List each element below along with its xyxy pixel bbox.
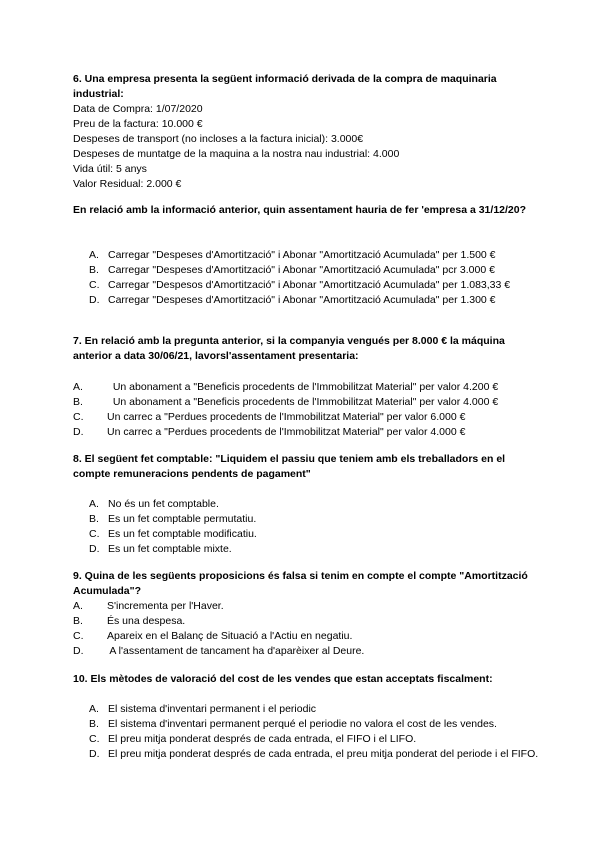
question-8-options [73,497,543,557]
fact-invoice-price: Preu de la factura: 10.000 € [73,118,203,130]
question-6-prompt: En relació amb la informació anterior, quin assentament hauria de fer 'empresa a 31/12/20? [73,204,527,216]
q6-option-a[interactable]: A. Carregar "Despeses d'Amortització" i Abonar "Amortització Acumulada" per 1.500 € [89,249,496,261]
q9-option-a[interactable]: A. S'incrementa per l'Haver. [73,600,224,612]
question-7-title: 7. En relació amb la pregunta anterior, si la companyia vengués per 8.000 € la máquina anterior a data 30/06/21, lavorsl'assentament presentaria: [73,335,505,362]
fact-purchase-date: Data de Compra: 1/07/2020 [73,103,203,115]
q6-option-d[interactable]: D. Carregar "Despeses d'Amortització" i Abonar "Amortització Acumulada" per 1.300 € [89,294,496,306]
question-8-title: 8. El següent fet comptable: "Liquidem el passiu que teniem amb els treballadors en el compte remuneracions pendents de pagament" [73,453,506,480]
question-10-title: 10. Els mètodes de valoració del cost de les vendes que estan acceptats fiscalment: [73,673,493,685]
q10-option-d[interactable]: D. El preu mitja ponderat després de cada entrada, el preu mitja ponderat del periode i el FIFO. [89,748,539,760]
q7-option-c[interactable]: C. Un carrec a "Perdues procedents de l'Immobilitzat Material" per valor 6.000 € [73,411,466,423]
q7-option-d[interactable]: D. Un carrec a "Perdues procedents de l'Immobilitzat Material" per valor 4.000 € [73,426,466,438]
q9-option-c[interactable]: C. Apareix en el Balanç de Situació a l'Actiu en negatiu. [73,630,353,642]
q8-option-a[interactable]: A. No és un fet comptable. [89,498,219,510]
q9-option-b[interactable]: B. És una despesa. [73,615,186,627]
q10-option-c[interactable]: C. El preu mitja ponderat després de cada entrada, el FIFO i el LIFO. [89,733,417,745]
question-7-options [73,380,543,440]
question-10-options [73,702,543,762]
q7-option-b[interactable]: B. Un abonament a "Beneficis procedents de l'Immobilitzat Material" per valor 4.000 € [73,396,499,408]
q8-option-d[interactable]: D. Es un fet comptable mixte. [89,543,232,555]
q8-option-b[interactable]: B. Es un fet comptable permutatiu. [89,513,257,525]
question-6-options [73,248,543,308]
q7-option-a[interactable]: A. Un abonament a "Beneficis procedents de l'Immobilitzat Material" per valor 4.200 € [73,381,499,393]
question-6-title: 6. Una empresa presenta la següent informació derivada de la compra de maquinaria industrial: [73,73,497,100]
q10-option-a[interactable]: A. El sistema d'inventari permanent i el periodic [89,703,317,715]
fact-useful-life: Vida útil: 5 anys [73,163,147,175]
question-6-facts [73,102,543,192]
question-9-options [73,599,543,659]
q6-option-b[interactable]: B. Carregar "Despeses d'Amortització" i Abonar "Amortització Acumulada" pcr 3.000 € [89,264,495,276]
q6-option-c[interactable]: C. Carregar "Despesos d'Amortització" i Abonar "Amortització Acumulada" per 1.083,33 € [89,279,511,291]
question-6 [73,72,543,192]
fact-assembly-costs: Despeses de muntatge de la maquina a la nostra nau industrial: 4.000 [73,148,400,160]
q8-option-c[interactable]: C. Es un fet comptable modificatiu. [89,528,257,540]
q10-option-b[interactable]: B. El sistema d'inventari permanent perqué el periodie no valora el cost de les vendes. [89,718,497,730]
q9-option-d[interactable]: D. A l'assentament de tancament ha d'aparèixer al Deure. [73,645,365,657]
fact-transport-costs: Despeses de transport (no incloses a la factura inicial): 3.000€ [73,133,364,145]
fact-residual-value: Valor Residual: 2.000 € [73,178,182,190]
question-9-title: 9. Quina de les següents proposicions és falsa si tenim en compte el compte "Amortització Acumulada"? [73,570,528,597]
